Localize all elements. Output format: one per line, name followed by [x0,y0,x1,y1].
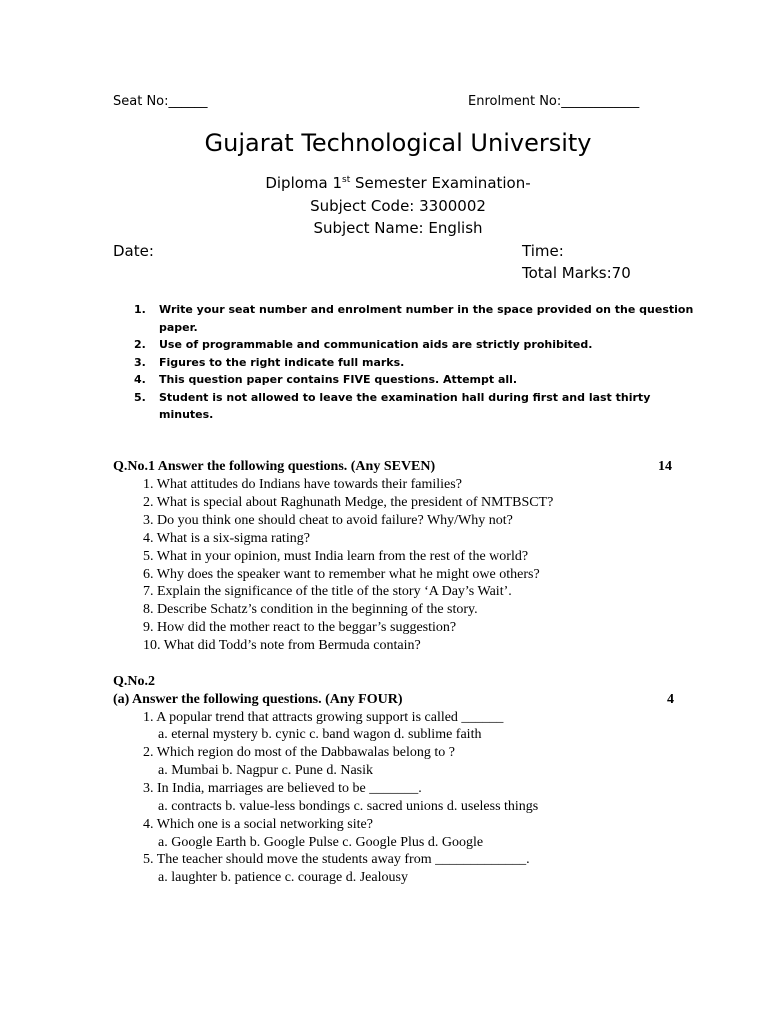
q1-question: 6. Why does the speaker want to remember what he might owe others? [143,567,540,582]
q2-sub-heading: (a) Answer the following questions. (Any FOUR) [113,692,403,707]
q2-question: 3. In India, marriages are believed to be _______. [143,781,422,796]
instruction-item [134,371,694,389]
total-marks: Total Marks:70 [522,264,631,282]
q1-question: 3. Do you think one should cheat to avoid failure? Why/Why not? [143,513,513,528]
q2-options: a. laughter b. patience c. courage d. Jealousy [158,870,408,885]
q1-question: 5. What in your opinion, must India learn from the rest of the world? [143,549,529,564]
q2-question: 2. Which region do most of the Dabbawalas belong to ? [143,745,455,760]
subject-name: Subject Name: English [313,219,483,237]
q1-question: 4. What is a six-sigma rating? [143,531,310,546]
instruction-item [134,301,694,336]
instruction-item [134,354,694,372]
q1-question: 1. What attitudes do Indians have towards their families? [143,477,462,492]
q2-options: a. eternal mystery b. cynic c. band wagon d. sublime faith [158,727,482,742]
instruction-number: 3. [134,355,146,369]
instruction-number: 1. [134,303,146,316]
q2-question: 4. Which one is a social networking site? [143,817,373,832]
exam-sup: st [342,175,351,185]
q1-marks: 14 [658,459,672,474]
instruction-text: Student is not allowed to leave the examination hall during first and last thirty minutes. [159,390,651,421]
q2-marks: 4 [667,692,674,707]
instructions-list [134,301,694,424]
instruction-item [134,336,694,354]
q1-question: 9. How did the mother react to the beggar’s suggestion? [143,620,457,635]
exam-title [0,174,770,192]
q1-question: 8. Describe Schatz’s condition in the beginning of the story. [143,602,478,617]
q2-question: 5. The teacher should move the students away from _____________. [143,852,530,867]
q1-question: 2. What is special about Raghunath Medge, the president of NMTBSCT? [143,495,554,510]
instruction-number: 2. [134,338,146,351]
q2-options: a. contracts b. value-less bondings c. sacred unions d. useless things [158,799,539,814]
q2-question: 1. A popular trend that attracts growing support is called ______ [143,710,504,725]
university-title: Gujarat Technological University [204,129,592,157]
instruction-number: 5. [134,390,146,404]
instruction-item [134,389,694,424]
instruction-text: Figures to the right indicate full marks. [159,355,405,369]
instruction-text: Use of programmable and communication aids are strictly prohibited. [159,338,593,351]
enrolment-number-field: Enrolment No:____________ [468,94,640,109]
exam-suffix: Semester Examination- [350,174,531,192]
subject-code: Subject Code: 3300002 [310,197,486,215]
q1-heading: Q.No.1 Answer the following questions. (Any SEVEN) [113,459,436,474]
date-label: Date: [113,242,154,260]
instruction-text: Write your seat number and enrolment number in the space provided on the question paper. [159,303,694,334]
exam-prefix: Diploma 1 [265,174,343,192]
q2-options: a. Mumbai b. Nagpur c. Pune d. Nasik [158,763,374,778]
instruction-number: 4. [134,373,146,386]
q1-question: 7. Explain the significance of the title of the story ‘A Day’s Wait’. [143,584,512,599]
q2-options: a. Google Earth b. Google Pulse c. Google Plus d. Google [158,835,484,850]
instruction-text: This question paper contains FIVE questions. Attempt all. [159,373,518,386]
seat-number-field: Seat No:______ [113,94,208,109]
q2-heading: Q.No.2 [113,674,155,689]
q1-question: 10. What did Todd’s note from Bermuda contain? [143,638,421,653]
time-label: Time: [522,242,564,260]
